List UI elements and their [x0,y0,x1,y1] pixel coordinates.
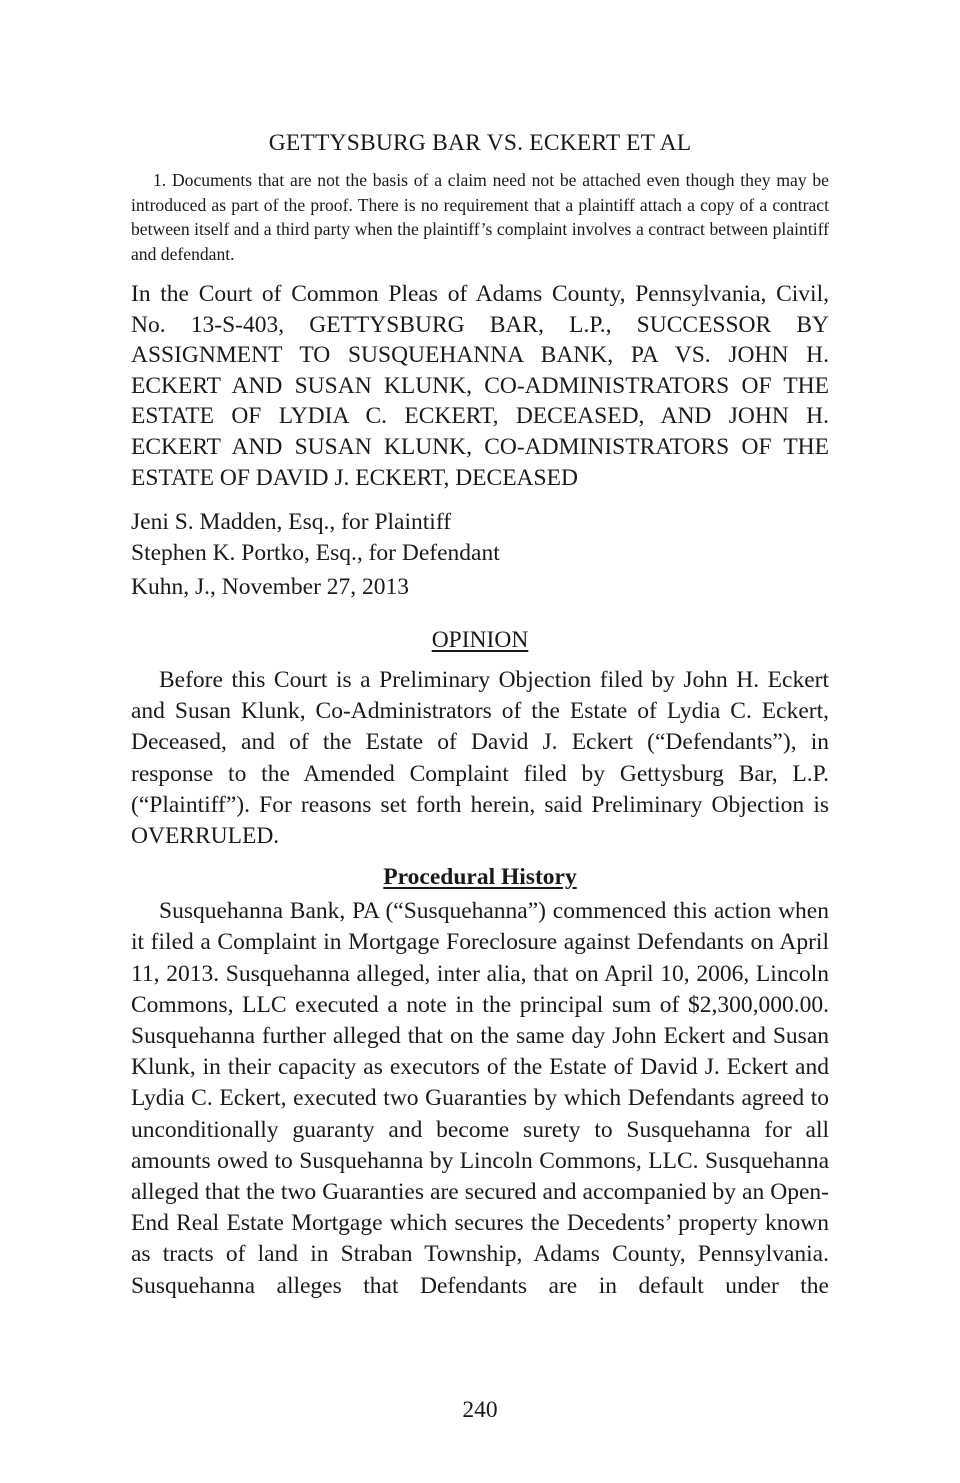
running-head: GETTYSBURG BAR VS. ECKERT ET AL [268,130,692,156]
judge-date-line: Kuhn, J., November 27, 2013 [131,574,410,601]
opinion-heading: OPINION [431,626,529,653]
document-page [131,128,829,1302]
headnote: 1. Documents that are not the basis of a claim need not be attached even though they may be introduced as part of the proof. There is no requirement that a plaintiff attach a copy of a contract between itself and a third party when the plaintiff’s complaint involves a contract between plaintiff and defendant. [131,170,829,264]
page-number: 240 [462,1397,498,1423]
case-caption: In the Court of Common Pleas of Adams County, Pennsylvania, Civil, No. 13-S-403, GETTYSBURG BAR, L.P., SUCCESSOR BY ASSIGNMENT TO SUSQUEHANNA BANK, PA VS. JOHN H. ECKERT AND SUSAN KLUNK, CO-ADMINISTRATORS OF THE ESTATE OF LYDIA C. ECKERT, DECEASED, AND JOHN H. ECKERT AND SUSAN KLUNK, CO-ADMINISTRATORS OF THE ESTATE OF DAVID J. ECKERT, DECEASED [131,281,829,491]
procedural-history-heading: Procedural History [383,864,577,891]
counsel-plaintiff: Jeni S. Madden, Esq., for Plaintiff [131,509,452,536]
opinion-intro-paragraph: Before this Court is a Preliminary Objection filed by John H. Eckert and Susan Klunk, Co-Administrators of the Estate of Lydia C. Eckert, Deceased, and of the Estate of David J. Eckert (“Defendants”), in response to the Amended Complaint filed by Gettysburg Bar, L.P. (“Plaintiff”). For reasons set forth herein, said Preliminary Objection is OVERRULED. [131,666,829,849]
procedural-history-paragraph: Susquehanna Bank, PA (“Susquehanna”) commenced this action when it filed a Complaint in Mortgage Foreclosure against Defendants on April 11, 2013. Susquehanna alleged, inter alia, that on April 10, 2006, Lincoln Commons, LLC executed a note in the principal sum of $2,300,000.00. Susquehanna further alleged that on the same day John Eckert and Susan Klunk, in their capacity as executors of the Estate of David J. Eckert and Lydia C. Eckert, executed two Guaranties by which Defendants agreed to unconditionally guaranty and become surety to Susquehanna for all amounts owed to Susquehanna by Lincoln Commons, LLC. Susquehanna alleged that the two Guaranties are secured and accompanied by an Open-End Real Estate Mortgage which secures the Decedents’ property known as tracts of land in Straban Township, Adams County, Pennsylvania. Susquehanna alleges that Defendants are in default under the [131,898,829,1299]
counsel-defendant: Stephen K. Portko, Esq., for Defendant [131,539,500,566]
